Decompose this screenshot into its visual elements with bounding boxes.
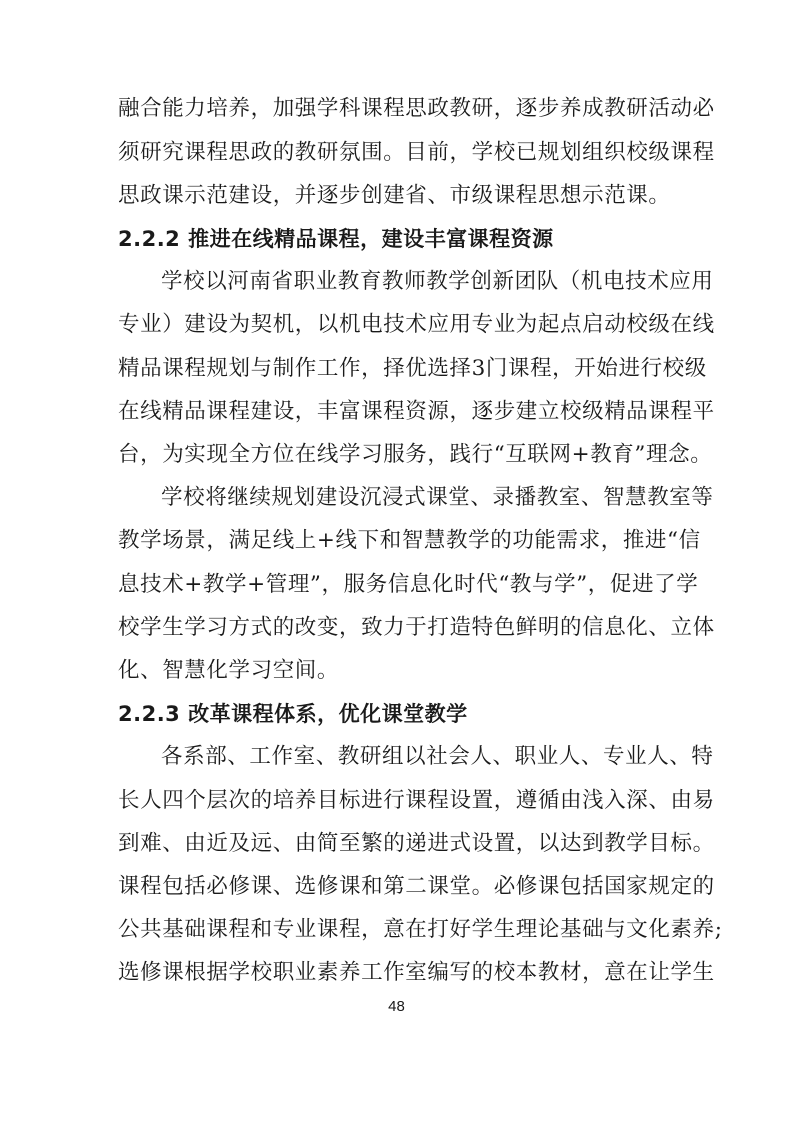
body-text-line: 思政课示范建设，并逐步创建省、市级课程思想示范课。 (118, 183, 671, 208)
body-text-line: 公共基础课程和专业课程，意在打好学生理论基础与文化素养; (118, 917, 723, 942)
body-text-line: 须研究课程思政的教研氛围。目前，学校已规划组织校级课程 (118, 140, 715, 165)
body-text-line: 学校将继续规划建设沉浸式课堂、录播教室、智慧教室等 (161, 485, 714, 510)
body-text-line: 校学生学习方式的改变，致力于打造特色鲜明的信息化、立体 (118, 615, 715, 640)
body-text-line: 课程包括必修课、选修课和第二课堂。必修课包括国家规定的 (118, 874, 715, 899)
body-text-line: 在线精品课程建设，丰富课程资源，逐步建立校级精品课程平 (118, 399, 715, 424)
section-heading-2-2-2: 2.2.2 推进在线精品课程，建设丰富课程资源 (118, 227, 554, 251)
body-text-line: 息技术+教学+管理”，服务信息化时代“教与学”，促进了学 (118, 572, 699, 597)
body-text-line: 化、智慧化学习空间。 (118, 658, 340, 683)
body-text-line: 学校以河南省职业教育教师教学创新团队（机电技术应用 (161, 269, 714, 294)
body-text-line: 选修课根据学校职业素养工作室编写的校本教材，意在让学生 (118, 960, 715, 985)
body-text-line: 台，为实现全方位在线学习服务，践行“互联网+教育”理念。 (118, 442, 713, 467)
body-text-line: 融合能力培养，加强学科课程思政教研，逐步养成教研活动必 (118, 96, 715, 121)
page-number: 48 (388, 998, 405, 1015)
body-text-line: 长人四个层次的培养目标进行课程设置，遵循由浅入深、由易 (118, 788, 715, 813)
section-heading-2-2-3: 2.2.3 改革课程体系，优化课堂教学 (118, 702, 468, 726)
body-text-line: 到难、由近及远、由简至繁的递进式设置，以达到教学目标。 (118, 831, 715, 856)
body-text-line: 专业）建设为契机，以机电技术应用专业为起点启动校级在线 (118, 312, 715, 337)
body-text-line: 教学场景，满足线上+线下和智慧教学的功能需求，推进“信 (118, 528, 701, 553)
body-text-line: 精品课程规划与制作工作，择优选择3门课程，开始进行校级 (118, 356, 707, 381)
body-text-line: 各系部、工作室、教研组以社会人、职业人、专业人、特 (161, 744, 714, 769)
